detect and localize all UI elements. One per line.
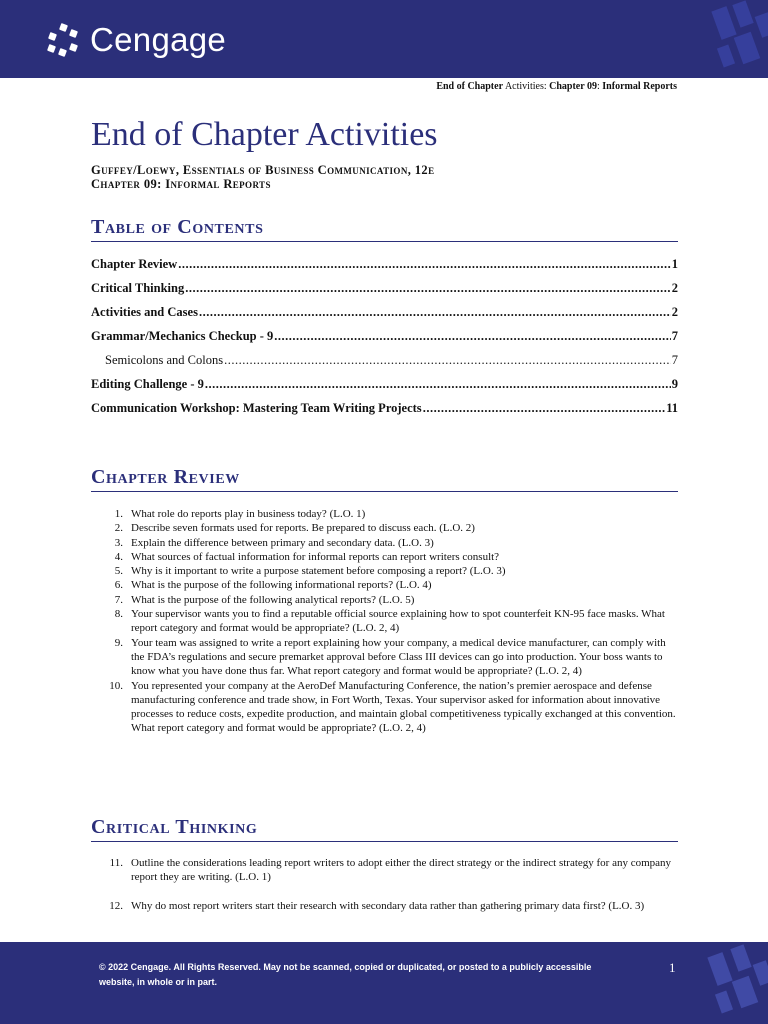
copyright-notice: © 2022 Cengage. All Rights Reserved. May not be scanned, copied or duplicated, or posted to a publicly accessible website, in whole or in part. — [99, 962, 592, 987]
chapter-review-list — [91, 507, 678, 736]
toc-entry[interactable]: Communication Workshop: Mastering Team Writing Projects ..... 11 — [91, 401, 678, 425]
list-item: 3. Explain the difference between primary and secondary data. (L.O. 3) — [114, 536, 434, 549]
cengage-logo — [46, 20, 226, 60]
list-item: 2. Describe seven formats used for reports. Be prepared to discuss each. (L.O. 2) — [114, 522, 475, 535]
book-subtitle: Guffey/Loewy, Essentials of Business Communication, 12e — [91, 163, 435, 177]
list-item: 4. What sources of factual information for informal reports can report writers consult? — [114, 550, 500, 563]
list-item: 1. What role do reports play in business today? (L.O. 1) — [114, 508, 366, 520]
list-item: 12. Why do most report writers start their research with secondary data rather than gathering primary data first? (L.O. 3) — [109, 899, 645, 912]
toc-subentry[interactable]: Semicolons and Colons ..... 7 — [91, 353, 678, 377]
toc-entry[interactable]: Activities and Cases ..... 2 — [91, 305, 678, 329]
list-item: 11. Outline the considerations leading report writers to adopt either the direct strategy or the indirect strategy for any company report they are writing. (L.O. 1) — [109, 857, 672, 884]
brand-name: Cengage — [90, 21, 227, 58]
list-item: 10. You represented your company at the AeroDef Manufacturing Conference, the nation’s premier aerospace and defense manufacturing conference and trade show, in Fort Worth, Texas. Your supervisor asked for information about innovative processes to reduce costs, expedite production, and maintain global competitiveness typically exchanged at this convention. What report category and format would be appropriate? (L.O. 2, 4) — [109, 679, 676, 735]
list-item: 5. Why is it important to write a purpose statement before composing a report? (L.O. 3) — [114, 565, 506, 578]
running-head: End of Chapter Activities: Chapter 09: Informal Reports — [436, 81, 677, 92]
toc-entry[interactable]: Editing Challenge - 9 ..... 9 — [91, 377, 678, 401]
page-title: End of Chapter Activities — [91, 116, 438, 153]
list-item: 8. Your supervisor wants you to find a reputable official source explaining how to spot counterfeit KN-95 face masks. What report category and format would be appropriate? (L.O. 2, 4) — [114, 608, 665, 635]
chapter-review-heading: Chapter Review — [91, 466, 678, 492]
toc-entry[interactable]: Critical Thinking ..... 2 — [91, 281, 678, 305]
cengage-logo-mark-icon — [46, 22, 82, 58]
footer-bar — [0, 942, 768, 1024]
toc-entry[interactable]: Chapter Review ..... 1 — [91, 257, 678, 281]
header-decoration — [706, 0, 768, 78]
toc-entry[interactable]: Grammar/Mechanics Checkup - 9 ..... 7 — [91, 329, 678, 353]
list-item: 9. Your team was assigned to write a report explaining how your company, a medical device manufacturer, can comply with the FDA’s regulations and secure premarket approval before Class III devices can go into production. Your boss wants to know what you have done thus far. What report category and format would be appropriate? (L.O. 2, 4) — [114, 636, 666, 678]
chapter-subtitle: Chapter 09: Informal Reports — [91, 177, 271, 191]
critical-thinking-list — [91, 856, 678, 913]
list-item: 6. What is the purpose of the following informational reports? (L.O. 4) — [114, 579, 432, 592]
list-item: 7. What is the purpose of the following analytical reports? (L.O. 5) — [114, 593, 415, 606]
critical-thinking-heading: Critical Thinking — [91, 816, 678, 842]
toc-heading: Table of Contents — [91, 216, 678, 242]
table-of-contents — [91, 257, 678, 425]
footer-decoration — [702, 944, 768, 1024]
page-number: 1 — [669, 960, 676, 975]
header-bar — [0, 0, 768, 78]
